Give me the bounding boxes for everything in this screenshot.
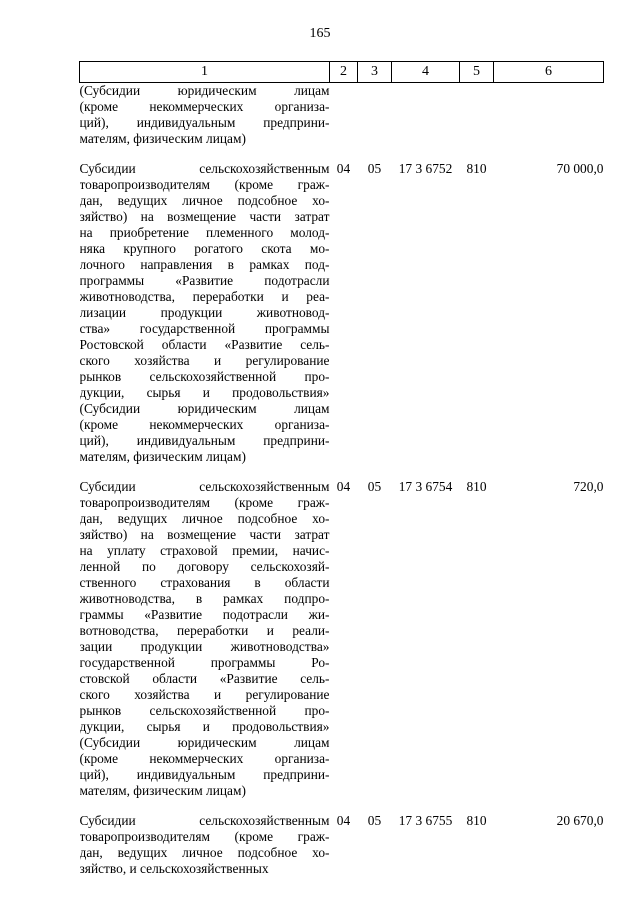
description-line: стовской области «Развитие сель- [79,671,330,686]
row-code-col-2 [330,83,358,148]
description-line: зяйство, и сельскохозяйственных [79,861,269,876]
row-description [80,83,330,148]
description-line: Субсидии сельскохозяйственным [79,813,330,828]
description-line: товаропроизводителям (кроме граж- [79,177,330,192]
column-header-1: 1 [80,62,330,83]
description-line: дан, ведущих личное подсобное хо- [79,193,330,208]
description-line: ций), индивидуальным предприни- [79,767,330,782]
description-line: дан, ведущих личное подсобное хо- [79,511,330,526]
description-line: (Субсидии юридическим лицам [79,83,330,98]
row-code-col-5 [460,83,494,148]
row-description [80,161,330,465]
column-header-3: 3 [358,62,392,83]
row-amount: 20 670,0 [556,813,604,828]
description-line: зяйство) на возмещение части затрат [79,209,330,224]
row-spacer [80,147,604,161]
description-line: зации продукции животноводства» [79,639,330,654]
row-code-col-5: 810 [466,479,487,494]
row-amount: 70 000,0 [556,161,604,176]
description-line: ства» государственной программы [79,321,330,336]
column-header-5: 5 [460,62,494,83]
description-line: дукции, сырья и продовольствия» [79,385,330,400]
column-header-2: 2 [330,62,358,83]
row-code-col-3 [358,83,392,148]
description-line: мателям, физическим лицам) [79,131,246,146]
description-line: государственной программы Ро- [79,655,330,670]
row-amount: 720,0 [573,479,604,494]
description-line: ского хозяйства и регулирование [79,353,330,368]
row-code-col-2: 04 [336,813,351,828]
description-line: (кроме некоммерческих организа- [79,99,330,114]
description-line: лочного направления в рамках под- [79,257,330,272]
table-body [80,83,604,878]
description-line: ленной по договору сельскохозяй- [79,559,330,574]
page-number: 165 [309,26,331,41]
description-line: на приобретение племенного молод- [79,225,330,240]
description-line: животноводства, в рамках подпро- [79,591,330,606]
row-code-col-3: 05 [367,479,382,494]
description-line: (кроме некоммерческих организа- [79,417,330,432]
description-line: животноводства, переработки и реа- [79,289,330,304]
description-line: ственного страхования в области [79,575,330,590]
row-code-col-2: 04 [336,161,351,176]
description-line: Ростовской области «Развитие сель- [79,337,330,352]
description-line: ского хозяйства и регулирование [79,687,330,702]
description-line: Субсидии сельскохозяйственным [79,479,330,494]
description-line: вотноводства, переработки и реали- [79,623,330,638]
description-line: Субсидии сельскохозяйственным [79,161,330,176]
description-line: (кроме некоммерческих организа- [79,751,330,766]
description-line: дан, ведущих личное подсобное хо- [79,845,330,860]
description-line: рынков сельскохозяйственной про- [79,703,330,718]
row-spacer-cell [80,799,604,813]
row-code-col-5: 810 [466,161,487,176]
row-code-col-3: 05 [367,161,382,176]
row-spacer [80,799,604,813]
description-line: зяйство) на возмещение части затрат [79,527,330,542]
row-code-col-4: 17 3 6755 [398,813,453,828]
row-code-col-4: 17 3 6754 [398,479,453,494]
row-code-col-4 [392,83,460,148]
table-row [80,161,604,465]
description-line: мателям, физическим лицам) [79,449,246,464]
description-line: (Субсидии юридическим лицам [79,735,330,750]
description-line: (Субсидии юридическим лицам [79,401,330,416]
row-code-col-5: 810 [466,813,487,828]
table-row [80,479,604,799]
row-code-col-2: 04 [336,479,351,494]
description-line: граммы «Развитие подотрасли жи- [79,607,330,622]
column-header-6: 6 [494,62,604,83]
row-spacer-cell [80,147,604,161]
description-line: лизации продукции животновод- [79,305,330,320]
description-line: мателям, физическим лицам) [79,783,246,798]
description-line: няка крупного рогатого скота мо- [79,241,330,256]
row-description [80,479,330,799]
description-line: рынков сельскохозяйственной про- [79,369,330,384]
description-line: ций), индивидуальным предприни- [79,433,330,448]
column-header-4: 4 [392,62,460,83]
row-amount [494,83,604,148]
row-description [80,813,330,877]
row-spacer-cell [80,465,604,479]
description-line: дукции, сырья и продовольствия» [79,719,330,734]
table-row [80,813,604,877]
description-line: товаропроизводителям (кроме граж- [79,495,330,510]
row-code-col-4: 17 3 6752 [398,161,453,176]
row-spacer [80,465,604,479]
budget-table [79,61,604,877]
description-line: программы «Развитие подотрасли [79,273,330,288]
description-line: ций), индивидуальным предприни- [79,115,330,130]
table-header-row [80,62,604,83]
description-line: товаропроизводителям (кроме граж- [79,829,330,844]
row-code-col-3: 05 [367,813,382,828]
description-line: на уплату страховой премии, начис- [79,543,330,558]
table-row [80,83,604,148]
